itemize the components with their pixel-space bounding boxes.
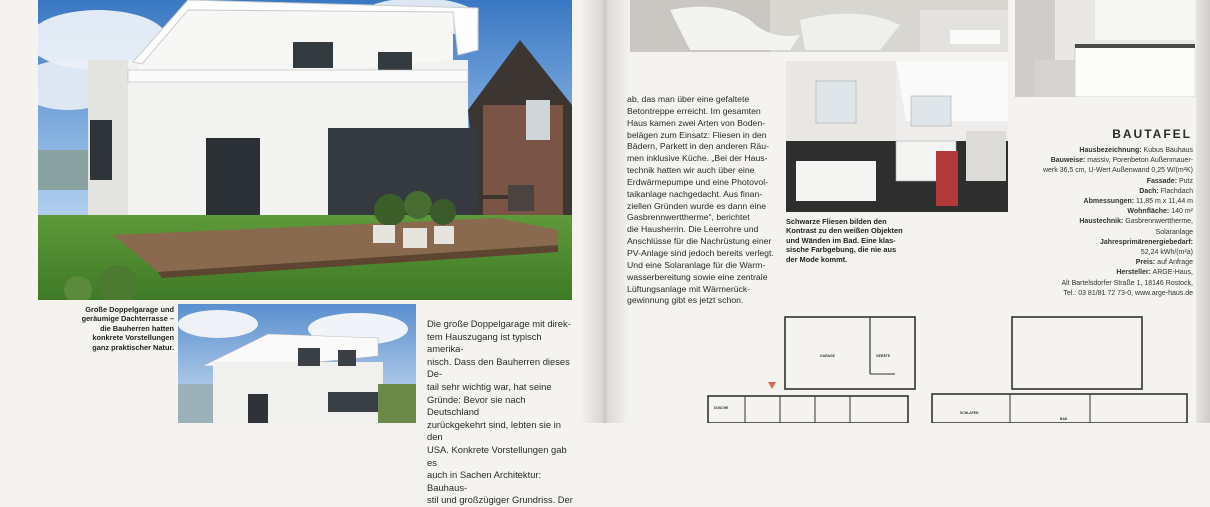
text-line: Gasbrennwerttherme“, berichtet (627, 212, 750, 223)
text-line: ab, das man über eine gefaltete (627, 94, 750, 104)
spec-line (1010, 228, 1193, 238)
caption-line: ganz praktischer Natur. (92, 342, 174, 352)
spec-line (1010, 268, 1193, 278)
spec-value: 52,24 kWh/(m²a) (1140, 249, 1193, 257)
spec-value: Putz (1177, 177, 1193, 185)
text-line: tem Hauszugang ist typisch amerika- (427, 330, 542, 355)
text-line: Haus kamen zwei Arten von Boden- (627, 117, 766, 128)
caption-line: der Mode kommt. (786, 254, 848, 264)
spec-line (1010, 156, 1193, 166)
spec-line (1010, 166, 1193, 176)
spec-value: Kubus Bauhaus (1141, 147, 1193, 154)
interior-photo (630, 0, 1008, 52)
page-gutter (580, 0, 630, 423)
spec-label: Abmessungen: (1083, 198, 1135, 206)
spec-line (1010, 197, 1193, 207)
text-line: technik hatten wir auch über eine (627, 165, 755, 176)
floorplan-upper-drawing (930, 314, 1192, 423)
text-line: taikanlage nachgedacht. Aus finan- (627, 188, 763, 199)
caption-line: Schwarze Fliesen bilden den (786, 217, 887, 226)
bathroom-caption (786, 217, 916, 264)
spec-label: Fassade: (1146, 177, 1178, 185)
spec-value: Flachdach (1158, 187, 1193, 195)
caption-line: sische Farbgebung, die nie aus (786, 245, 897, 255)
text-line: Betontreppe erreicht. Im gesamten (627, 105, 761, 116)
spec-line (1010, 187, 1193, 197)
text-line: Und eine Solaranlage für die Warm- (627, 259, 766, 270)
spec-label: Bauweise: (1050, 157, 1086, 165)
plan-label-garage: GARAGE (820, 354, 835, 358)
garage-photo-drawing (178, 304, 416, 423)
text-line: tail sehr wichtig war, hat seine (427, 380, 552, 392)
house-photo-caption (44, 305, 174, 352)
text-line: Anschlüsse für die Nachrüstung einer (627, 236, 772, 247)
spec-label: Haustechnik: (1079, 218, 1124, 226)
spec-line (1010, 207, 1193, 217)
floorplan-ground-drawing (700, 314, 930, 423)
plan-label-bad: BAD (1060, 417, 1068, 421)
text-line: Gründe: Bevor sie nach Deutschland (427, 393, 526, 418)
bautafel-specs (1010, 146, 1193, 299)
text-line: stil und großzügiger Grundriss. Der (427, 494, 573, 506)
spec-value: auf Anfrage (1155, 259, 1193, 267)
caption-line: und Wänden im Bad. Eine klas- (786, 235, 896, 245)
plan-label-geraete: GERÄTE (876, 354, 891, 358)
spec-value: Gasbrennwerttherme, (1123, 218, 1193, 226)
caption-line: Große Doppelgarage und (85, 305, 174, 314)
text-line: ziellen Gründen wurde es dann eine (627, 200, 767, 211)
spec-label: Hausbezeichnung: (1079, 147, 1142, 154)
caption-line: Kontrast zu den weißen Objekten (786, 226, 903, 236)
garage-photo (178, 304, 416, 423)
text-line: zurückgekehrt sind, lebten sie in den (427, 418, 561, 443)
text-line: wasserbereitung sowie eine zentrale (627, 271, 768, 282)
caption-line: geräumige Dachterrasse – (81, 314, 174, 324)
spec-value: massiv, Porenbeton Außenmauer- (1085, 157, 1193, 165)
text-line: Bädern, Parkett in den anderen Räu- (627, 141, 769, 152)
text-line: Die große Doppelgarage mit direk- (427, 318, 571, 329)
spec-line (1010, 146, 1193, 156)
text-line: USA. Konkrete Vorstellungen gab es (427, 443, 567, 468)
house-photo (38, 0, 572, 300)
spec-value: Solaranlage (1155, 228, 1193, 236)
spec-value: Tel.: 03 81/81 72 73-0, www.arge-haus.de (1063, 289, 1193, 297)
spec-label: Jahresprimärenergiebedarf: (1100, 238, 1193, 246)
spec-label: Preis: (1135, 259, 1156, 267)
left-article-column (427, 318, 577, 507)
bautafel-title: BAUTAFEL (1112, 127, 1192, 141)
page-edge (1196, 0, 1210, 423)
spec-line (1010, 177, 1193, 187)
spec-line (1010, 279, 1193, 289)
spec-line (1010, 238, 1193, 248)
spec-value: ARGE-Haus, (1150, 269, 1193, 277)
spec-value: werk 36,5 cm, U-Wert Außenwand 0,25 W/(m²K) (1042, 167, 1193, 175)
plan-label-dusche: DUSCHE (714, 406, 729, 410)
text-line: PV-Anlage sind jedoch bereits verlegt. (627, 247, 774, 258)
house-photo-drawing (38, 0, 572, 300)
bathroom-photo (786, 61, 1008, 212)
spec-value: 140 m² (1169, 208, 1193, 216)
kitchen-photo-drawing (1015, 0, 1195, 97)
floorplan-ground (700, 314, 930, 423)
plan-label-schlafen: SCHLAFEN (960, 411, 979, 415)
caption-line: konkrete Vorstellungen (92, 333, 174, 343)
floorplan-upper (930, 314, 1192, 423)
spec-line (1010, 258, 1193, 268)
text-line: Erdwärmepumpe und eine Photovol- (627, 176, 769, 187)
right-article-column (627, 94, 783, 307)
bathroom-photo-drawing (786, 61, 1008, 212)
text-line: belägen zum Einsatz: Fliesen in den (627, 129, 767, 140)
text-line: die Hausherrin. Die Leerrohre und (627, 224, 759, 235)
spec-line (1010, 217, 1193, 227)
spec-line (1010, 289, 1193, 299)
interior-photo-drawing (630, 0, 1008, 52)
spec-value: Alt Bartelsdorfer Straße 1, 18146 Rostock, (1061, 279, 1193, 287)
text-line: men inklusive Küche. „Bei der Haus- (627, 153, 768, 164)
spec-label: Dach: (1139, 187, 1159, 195)
spec-line (1010, 248, 1193, 258)
caption-line: die Bauherren hatten (100, 323, 174, 333)
spec-value: 11,85 m x 11,44 m (1134, 198, 1193, 206)
text-line: nisch. Dass den Bauherren dieses De- (427, 355, 570, 380)
kitchen-photo (1015, 0, 1195, 97)
text-line: auch in Sachen Architektur: Bauhaus- (427, 469, 542, 493)
spec-label: Hersteller: (1116, 269, 1151, 277)
text-line: gewinnung gibt es jetzt schon. (627, 295, 744, 306)
spec-label: Wohnfläche: (1127, 208, 1170, 216)
text-line: Lüftungsanlage mit Wärmerück- (627, 283, 751, 294)
